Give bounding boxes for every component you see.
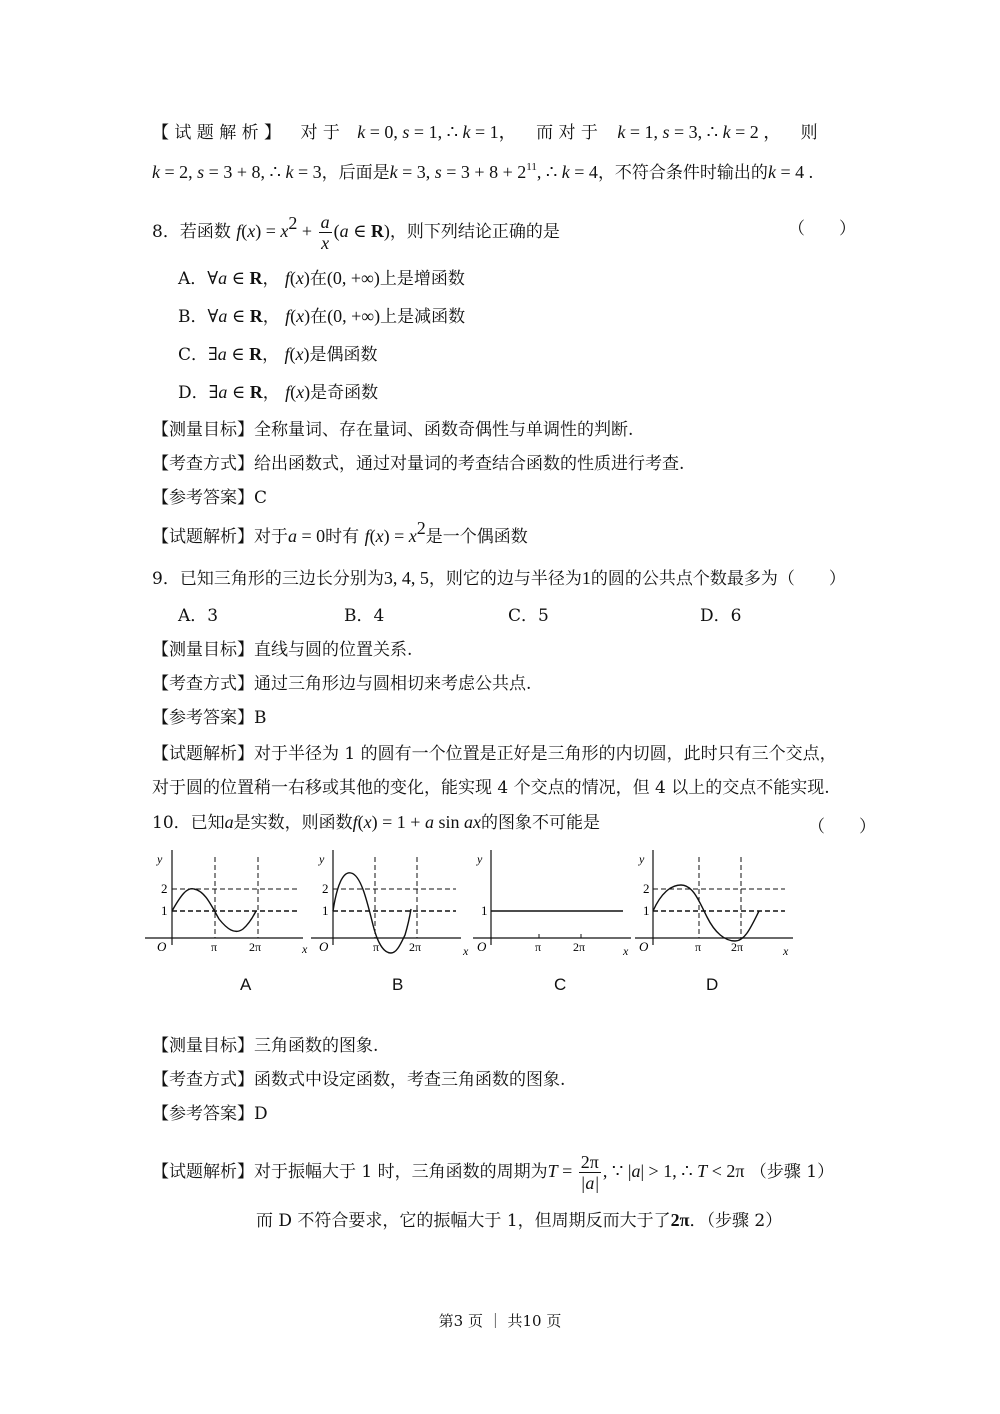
q8-stem: 8．若函数 $f(x) = x^2$ + $\frac{a}{x}$ (a ∈ R)，则下列结论正确的是 xyxy=(152,212,560,253)
q10-answer-paren: （ ） xyxy=(808,817,876,837)
q10-stem: 10．已知a是实数，则函数f(x) = 1 + a sin ax的图象不可能是 xyxy=(152,812,600,833)
q9-option-d: D．6 xyxy=(700,606,742,626)
q7-analysis-line-1: 【 试 题 解 析 】 对 于 k = 0, s = 1, ∴ k = 1， 而 对 于 k = 1, s = 3, ∴ k = 2 ， 则 xyxy=(152,122,818,143)
svg-text:2π: 2π xyxy=(573,940,586,954)
tick-pi: π xyxy=(211,940,218,954)
svg-text:y: y xyxy=(319,852,325,866)
q8-option-c: C．∃a ∈ R， f(x)是偶函数 xyxy=(178,344,378,365)
axis-y-label: y xyxy=(157,852,163,866)
svg-text:π: π xyxy=(695,940,702,954)
q8-goal: 【测量目标】全称量词、存在量词、函数奇偶性与单调性的判断. xyxy=(152,420,634,440)
tick-2: 2 xyxy=(161,881,168,896)
svg-text:x: x xyxy=(783,944,789,958)
svg-text:O: O xyxy=(319,939,329,954)
page-footer: 第3 页 ｜ 共10 页 xyxy=(438,1312,562,1330)
graph-label-a: A xyxy=(240,975,252,994)
q10-method: 【考查方式】函数式中设定函数，考查三角函数的图象. xyxy=(152,1070,566,1090)
graph-label-c: C xyxy=(554,975,567,994)
q9-stem: 9．已知三角形的三边长分别为3, 4, 5，则它的边与半径为1的圆的公共点个数最多为（ ） xyxy=(152,568,846,589)
svg-text:x: x xyxy=(463,944,469,958)
svg-text:2π: 2π xyxy=(409,940,422,954)
q10-answer: 【参考答案】D xyxy=(152,1104,268,1124)
q9-answer: 【参考答案】B xyxy=(152,708,267,728)
q8-option-a: A．∀a ∈ R， f(x)在(0, +∞)上是增函数 xyxy=(178,268,465,289)
origin-label: O xyxy=(157,939,167,954)
graph-label-b: B xyxy=(392,975,404,994)
graph-b xyxy=(311,850,469,958)
q8-answer-paren: （ ） xyxy=(788,219,856,239)
svg-text:π: π xyxy=(535,940,542,954)
q7-analysis-line-2: k = 2, s = 3 + 8, ∴ k = 3，后面是k = 3, $s = 3 + 8 + 2^{11}$, ∴ k = 4，不符合条件时输出的k = 4 . xyxy=(152,161,814,183)
svg-text:2: 2 xyxy=(322,881,329,896)
graph-c xyxy=(473,850,631,958)
svg-text:O: O xyxy=(639,939,649,954)
q8-analysis: 【试题解析】对于a = 0时有 $f(x) = x^2$是一个偶函数 xyxy=(152,518,528,547)
svg-text:2: 2 xyxy=(643,881,650,896)
q8-answer: 【参考答案】C xyxy=(152,488,268,508)
q7-analysis-label: 【 试 题 解 析 】 xyxy=(152,123,282,143)
graph-d xyxy=(635,850,793,958)
q10-analysis-line-2: 而 D 不符合要求，它的振幅大于 1，但周期反而大于了2π．（步骤 2） xyxy=(256,1210,783,1231)
q8-method: 【考查方式】给出函数式，通过对量词的考查结合函数的性质进行考查. xyxy=(152,454,685,474)
svg-text:1: 1 xyxy=(481,903,488,918)
svg-text:1: 1 xyxy=(322,903,329,918)
svg-text:1: 1 xyxy=(643,903,650,918)
q9-method: 【考查方式】通过三角形边与圆相切来考虑公共点. xyxy=(152,674,532,694)
tick-1: 1 xyxy=(161,903,168,918)
axis-x-label: x xyxy=(302,942,308,956)
q9-option-a: A．3 xyxy=(178,606,219,626)
svg-text:π: π xyxy=(373,940,380,954)
svg-text:2π: 2π xyxy=(731,940,744,954)
svg-text:y: y xyxy=(639,852,645,866)
q9-analysis-line-2: 对于圆的位置稍一右移或其他的变化，能实现 4 个交点的情况，但 4 以上的交点不能实现. xyxy=(152,778,830,798)
svg-text:y: y xyxy=(477,852,483,866)
graph-a xyxy=(145,850,308,956)
q9-option-c: C．5 xyxy=(508,606,549,626)
q9-analysis-line-1: 【试题解析】对于半径为 1 的圆有一个位置是正好是三角形的内切圆，此时只有三个交点， xyxy=(152,744,837,764)
tick-2pi: 2π xyxy=(249,940,262,954)
q9-goal: 【测量目标】直线与圆的位置关系. xyxy=(152,640,413,660)
svg-text:x: x xyxy=(623,944,629,958)
q8-option-d: D．∃a ∈ R， f(x)是奇函数 xyxy=(178,382,379,403)
graph-label-d: D xyxy=(706,975,719,994)
q10-analysis-line-1: 【试题解析】对于振幅大于 1 时，三角函数的周期为T = $\frac{2\pi}{|a|}$ , ∵ |a| > 1, ∴ T < 2π （步骤 1） xyxy=(152,1152,835,1193)
q9-option-b: B．4 xyxy=(344,606,385,626)
q10-goal: 【测量目标】三角函数的图象. xyxy=(152,1036,379,1056)
q8-option-b: B．∀a ∈ R， f(x)在(0, +∞)上是减函数 xyxy=(178,306,466,327)
svg-text:O: O xyxy=(477,939,487,954)
